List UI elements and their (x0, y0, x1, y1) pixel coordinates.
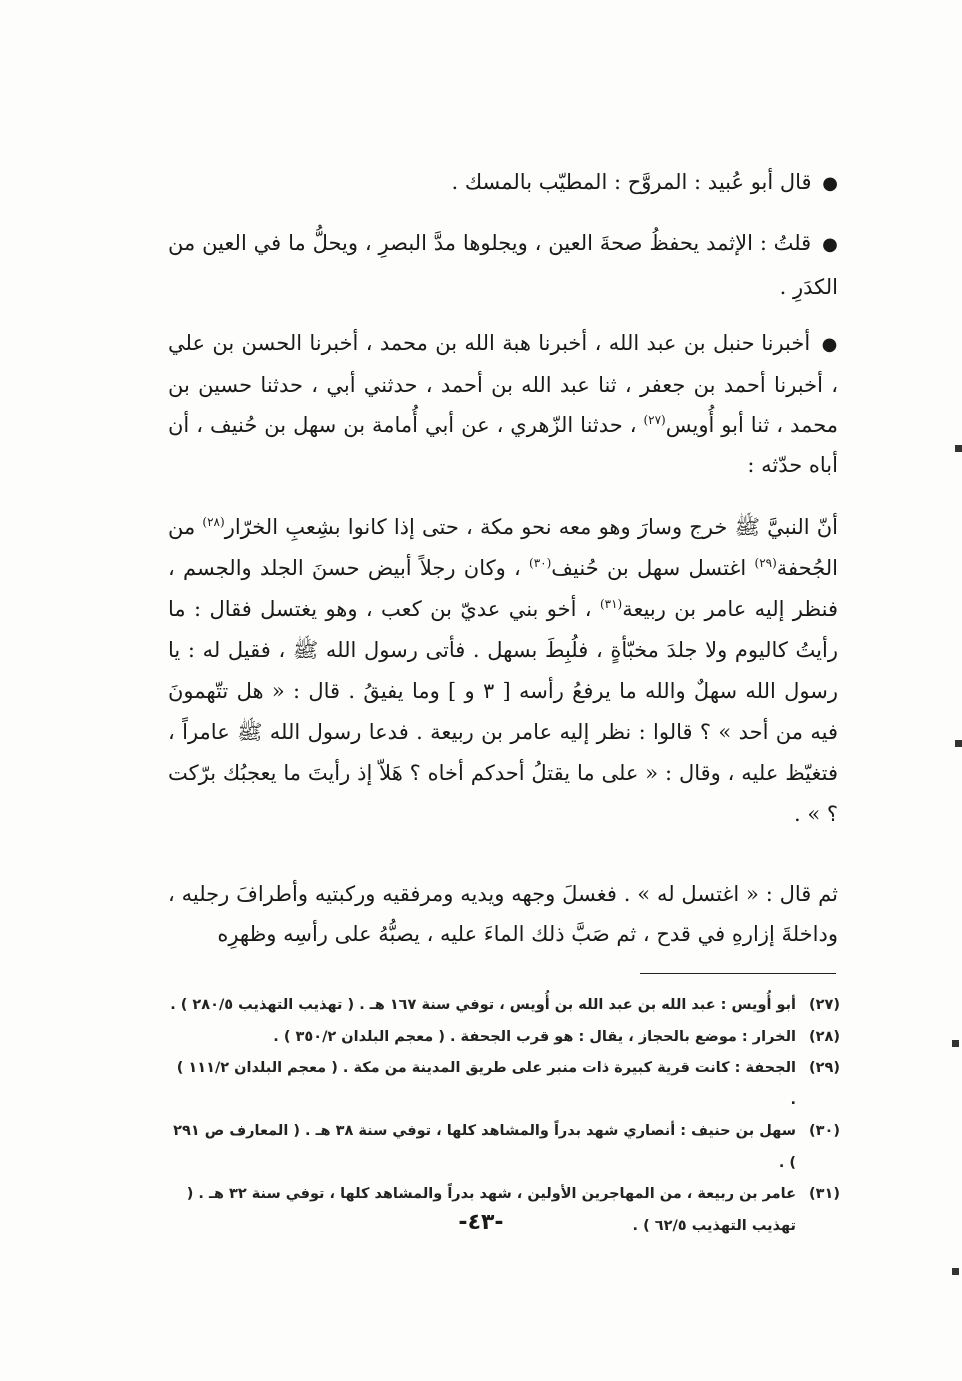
scan-mark (955, 445, 962, 452)
footnote-27 (168, 990, 840, 1022)
bullet-icon: ● (822, 234, 838, 255)
footnote-number: (٣١) (809, 1186, 840, 1202)
paragraph-1 (168, 162, 838, 204)
footnote-ref-28[interactable]: (٢٨) (202, 515, 225, 529)
footnote-number: (٣٠) (809, 1123, 840, 1139)
hadith-text-1: أنّ النبيَّ ﷺ خرج وسارَ وهو معه نحو مكة ، حتى إذا كانوا بشِعبِ الخرّار (224, 515, 838, 539)
footnote-30 (168, 1116, 840, 1179)
footnote-separator (640, 973, 836, 974)
page-number: -٤٣- (458, 1210, 504, 1235)
scan-mark (952, 1040, 959, 1047)
last-paragraph-text: ثم قال : « اغتسل له » . فغسلَ وجهه ويديه ومرفقيه وركبتيه وأطرافَ رجليه ، وداخلةَ إزارهِ في قدح ، ثم صَبَّ ذلك الماءَ عليه ، يصبُّهُ على رأسِه وظهرِه (168, 882, 838, 946)
hadith-text-4: ، وكان رجلاً أبيض حسنَ الجلد والجسم ، فنظر إليه عامر بن ربيعة (168, 556, 838, 621)
footnote-ref-31[interactable]: (٣١) (599, 597, 623, 611)
footnote-number: (٢٨) (809, 1028, 840, 1045)
footnote-ref-30[interactable]: (٣٠) (529, 556, 552, 570)
footnote-ref-29[interactable]: (٢٩) (754, 556, 777, 570)
footnote-text: الجحفة : كانت قرية كبيرة ذات منبر على طريق المدينة من مكة . ( معجم البلدان ١١١/٢ ) . (176, 1060, 796, 1108)
paragraph-3-text: أخبرنا حنبل بن عبد الله ، أخبرنا هبة الله بن محمد ، أخبرنا الحسن بن علي ، أخبرنا أحمد بن جعفر ، ثنا عبد الله بن أحمد ، حدثني أبي ، حدثنا حسين بن محمد ، ثنا أبو أُويس (168, 331, 838, 437)
hadith-text-5: ، أخو بني عديّ بن كعب ، وهو يغتسل فقال : ما رأيتُ كاليوم ولا جلدَ مخبّأةٍ ، فلُبِطَ بسهل . فأتى رسول الله ﷺ ، فقيل له : يا رسول الله سهلٌ والله ما يرفعُ رأسه [ ٣ و ] وما يفيقُ . قال : « هل تتّهمونَ فيه من أحد » ؟ قالوا : نظر إليه عامر بن ربيعة . فدعا رسول الله ﷺ عامراً ، فتغيّظ عليه ، وقال : « على ما يقتلُ أحدكم أخاه ؟ هَلاّ إذ رأيتَ ما يعجبُك برّكت ؟ » . (168, 597, 838, 826)
footnote-28 (168, 1022, 840, 1054)
hadith-paragraph (168, 507, 838, 835)
hadith-text-2: من الجُحفة (168, 515, 838, 580)
paragraph-3 (168, 323, 838, 485)
paragraph-1-text: قال أبو عُبيد : المروَّح : المطيّب بالمسك . (451, 170, 812, 194)
footnote-text: أبو أُويس : عبد الله بن عبد الله بن أُويس ، توفي سنة ١٦٧ هـ . ( تهذيب التهذيب ٢٨٠/٥ ) . (170, 997, 796, 1013)
footnote-text: سهل بن حنيف : أنصاري شهد بدراً والمشاهد كلها ، توفي سنة ٣٨ هـ . ( المعارف ص ٢٩١ ) . (173, 1123, 796, 1171)
scan-mark (952, 1268, 959, 1275)
footnote-ref-27[interactable]: (٢٧) (643, 413, 666, 427)
paragraph-last (168, 874, 838, 954)
footnote-text: عامر بن ربيعة ، من المهاجرين الأولين ، شهد بدراً والمشاهد كلها ، توفي سنة ٣٢ هـ . ( تهذيب التهذيب ٦٢/٥ ) . (186, 1186, 796, 1234)
footnotes (168, 990, 840, 1242)
bullet-icon: ● (822, 173, 838, 194)
paragraph-2 (168, 222, 838, 308)
footnote-number: (٢٩) (809, 1060, 840, 1076)
paragraph-2-text: قلتُ : الإثمد يحفظُ صحةَ العين ، ويجلوها مدَّ البصرِ ، ويحلُّ ما في العين من الكدَرِ . (168, 231, 838, 299)
hadith-text-3: اغتسل سهل بن حُنيف (551, 556, 755, 580)
footnote-number: (٢٧) (809, 997, 840, 1013)
footnote-text: الخرار : موضع بالحجاز ، يقال : هو قرب الجحفة . ( معجم البلدان ٣٥٠/٢ ) . (273, 1028, 796, 1045)
scan-mark (955, 740, 962, 747)
bullet-icon: ● (821, 334, 838, 355)
footnote-29 (168, 1053, 840, 1116)
paragraph-3-text-cont: ، حدثنا الزّهري ، عن أبي أُمامة بن سهل بن حُنيف ، أن أباه حدّثه : (168, 413, 838, 477)
